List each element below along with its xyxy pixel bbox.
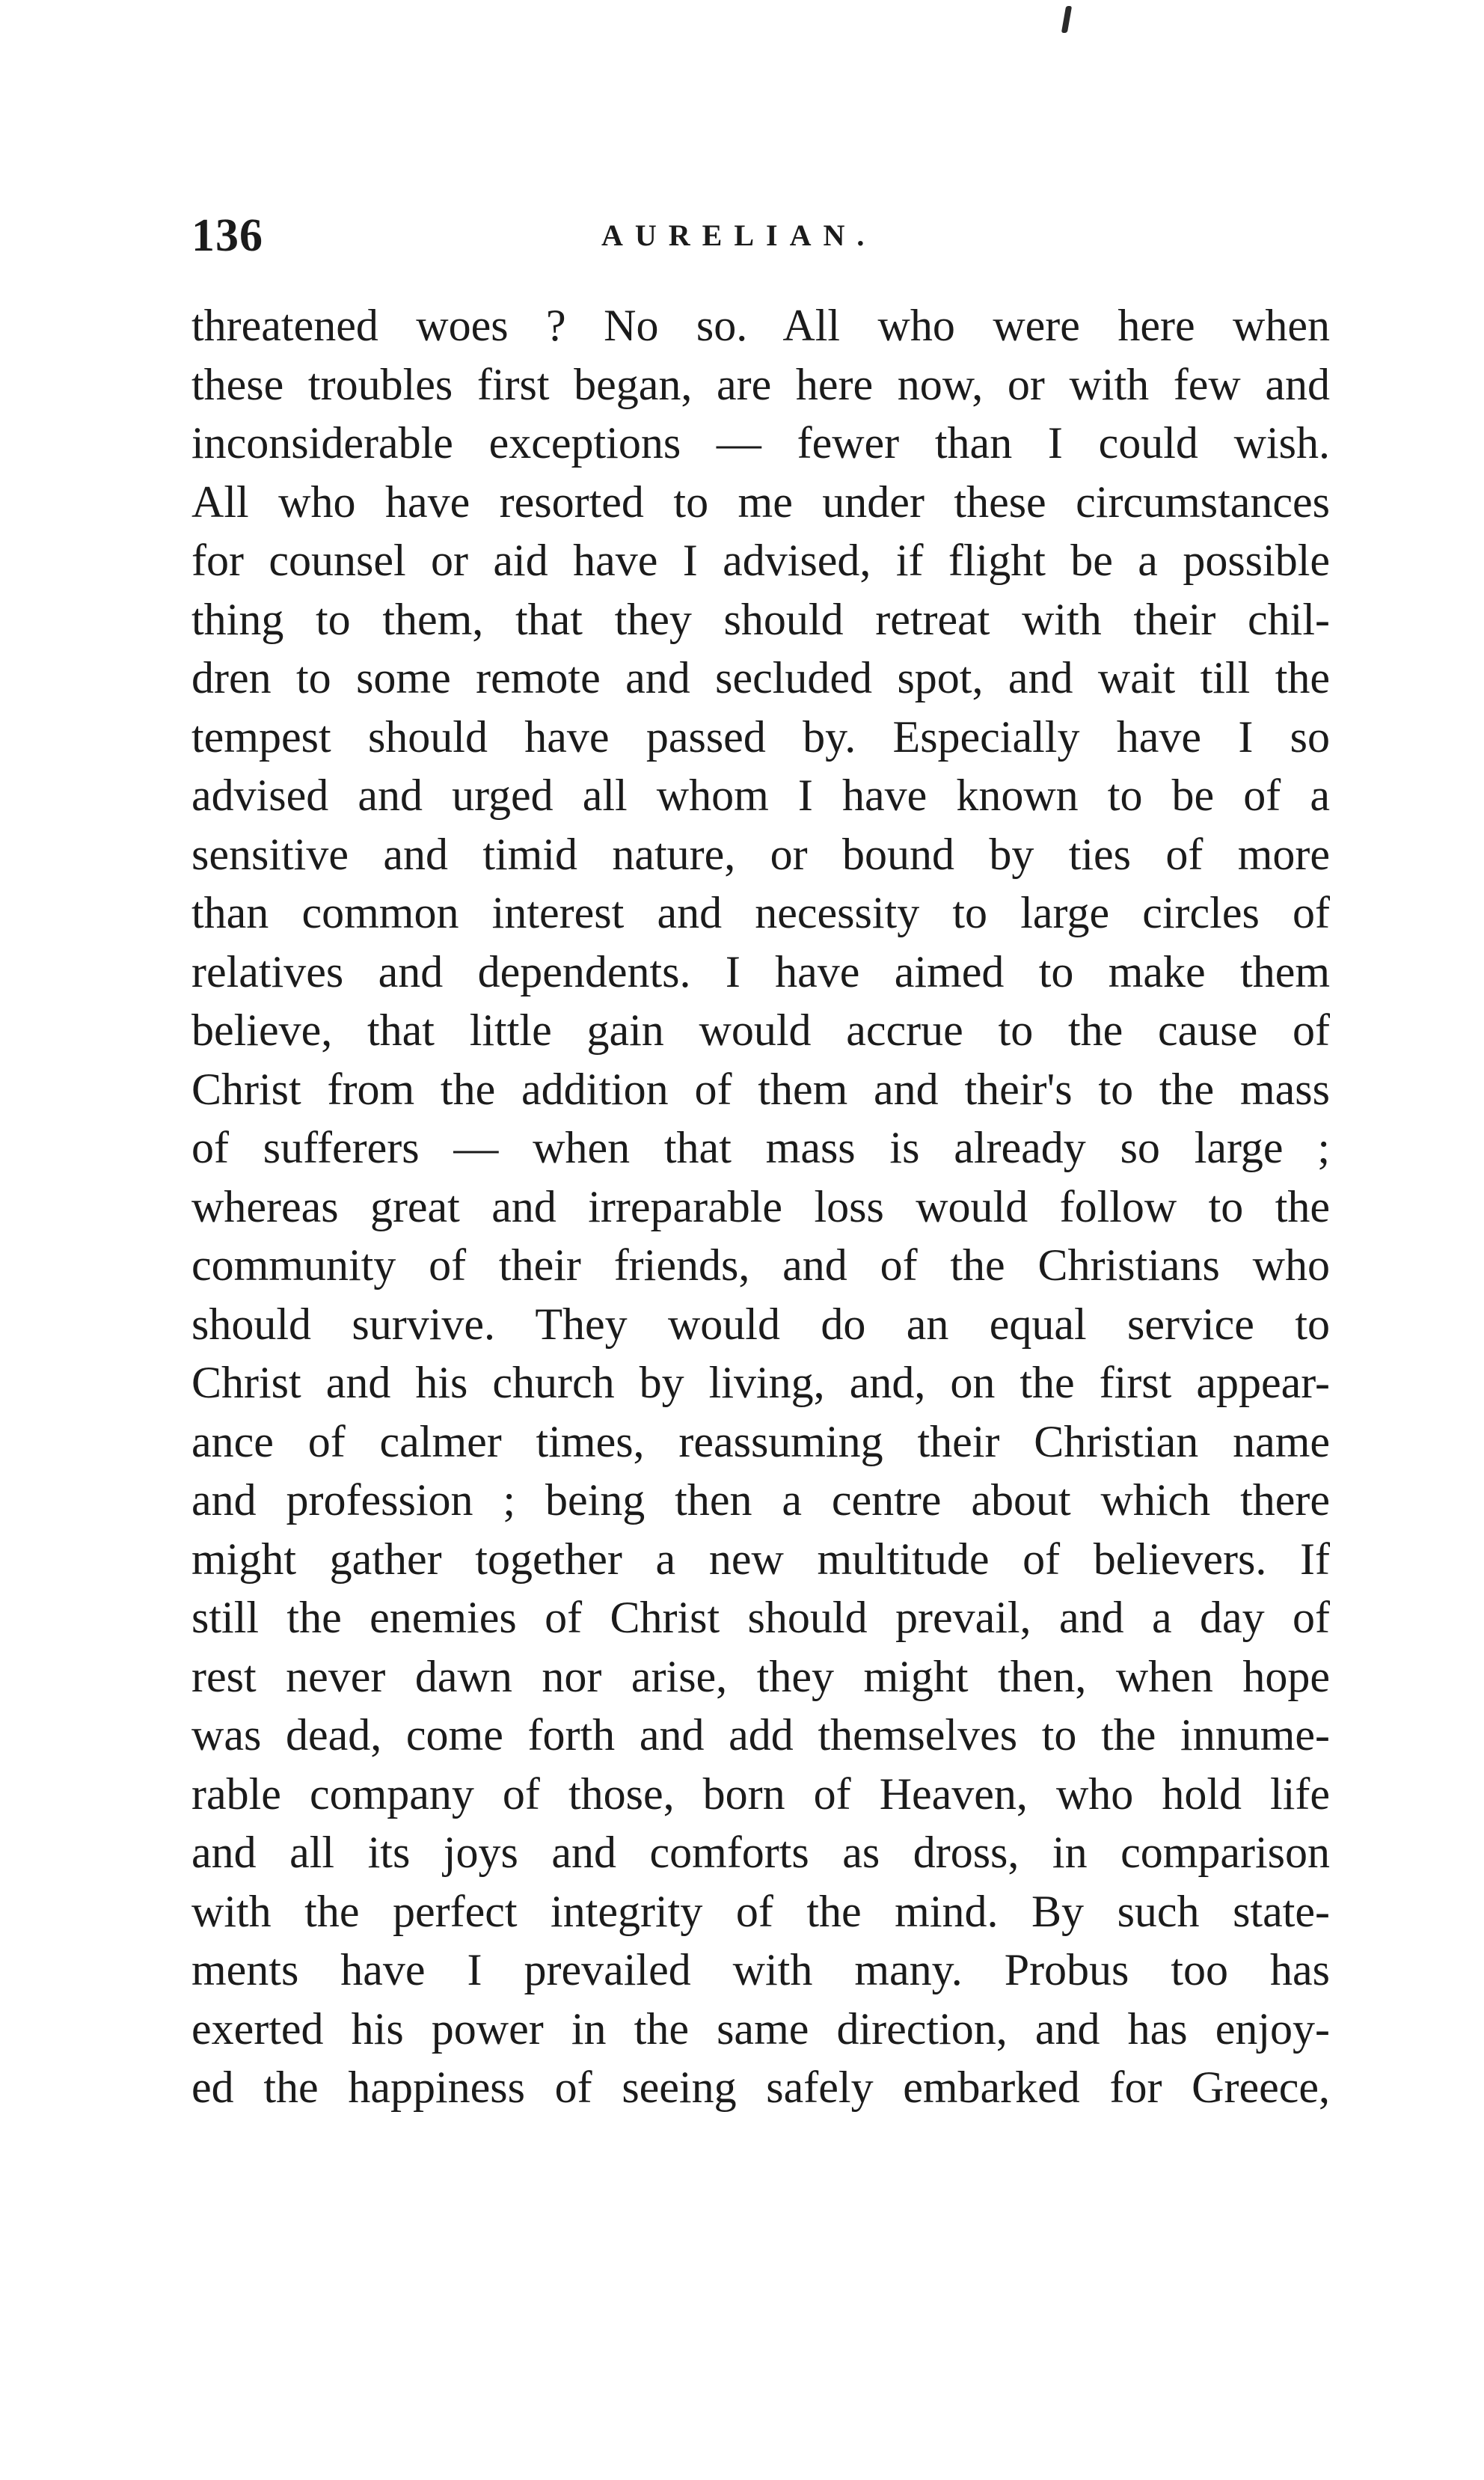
text-line: rest never dawn nor arise, they might then, when hope [191,1651,1330,1701]
text-line: these troubles first began, are here now, or with few and [191,359,1330,409]
text-line: threatened woes ? No so. All who were here when [191,301,1330,350]
text-line: of sufferers — when that mass is already so large ; [191,1123,1330,1172]
text-line: thing to them, that they should retreat with their chil- [191,594,1330,644]
text-line: advised and urged all whom I have known to be of a [191,771,1330,820]
text-line: whereas great and irreparable loss would follow to the [191,1181,1330,1231]
text-line: and all its joys and comforts as dross, in comparison [191,1828,1330,1877]
text-line: still the enemies of Christ should prevail, and a day of [191,1593,1330,1642]
text-line: exerted his power in the same direction, and has enjoy- [191,2003,1330,2054]
text-line: All who have resorted to me under these circumstances [191,477,1330,527]
text-line: dren to some remote and secluded spot, and wait till the [191,653,1330,702]
running-title: AURELIAN. [601,218,877,252]
text-line: inconsiderable exceptions — fewer than I could wish. [191,418,1330,468]
stray-ink-mark [1061,6,1072,33]
text-line: Christ and his church by living, and, on the first appear- [191,1358,1330,1407]
text-line: might gather together a new multitude of believers. If [191,1534,1330,1584]
text-line: rable company of those, born of Heaven, who hold life [191,1769,1330,1819]
text-line: and profession ; being then a centre about which there [191,1475,1330,1525]
text-line: ed the happiness of seeing safely embarked for Greece, [191,2063,1330,2112]
text-line: community of their friends, and of the Christians who [191,1240,1330,1290]
text-line: for counsel or aid have I advised, if flight be a possible [191,536,1330,585]
text-line: relatives and dependents. I have aimed to make them [191,946,1330,996]
text-line: Christ from the addition of them and their's to the mass [191,1064,1330,1114]
text-line: than common interest and necessity to large circles of [191,888,1330,937]
text-line: with the perfect integrity of the mind. By such state- [191,1886,1330,1936]
text-line: was dead, come forth and add themselves to the innume- [191,1710,1330,1760]
text-line: should survive. They would do an equal service to [191,1299,1330,1349]
text-line: ance of calmer times, reassuming their Christian name [191,1416,1330,1466]
running-head [191,202,1328,269]
text-line: tempest should have passed by. Especially have I so [191,711,1330,762]
text-line: sensitive and timid nature, or bound by ties of more [191,829,1330,879]
text-line: believe, that little gain would accrue to the cause of [191,1005,1330,1055]
body-text [191,296,1330,2117]
text-line: ments have I prevailed with many. Probus too has [191,1945,1330,1994]
page-number: 136 [191,210,263,261]
